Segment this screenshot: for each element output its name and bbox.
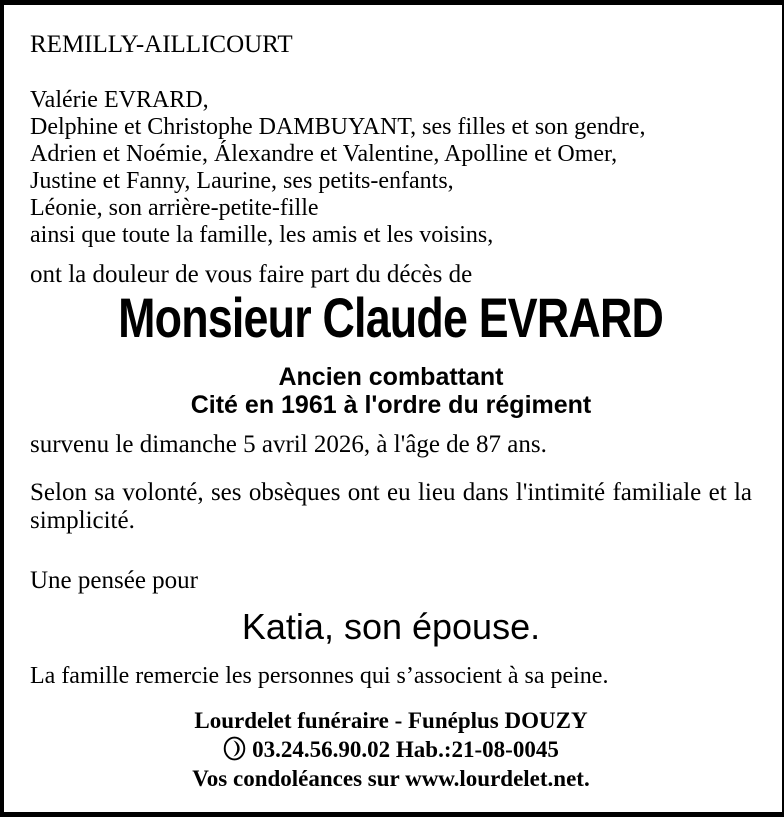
funeral-privacy-text: Selon sa volonté, ses obsèques ont eu lieu dans l'intimité familiale et la simplicité.: [30, 479, 752, 534]
phone-icon: [223, 736, 246, 761]
deceased-name: Monsieur Claude EVRARD: [118, 286, 664, 349]
tribute-intro: Une pensée pour: [30, 567, 198, 594]
announcement-text: ont la douleur de vous faire part du décès de: [30, 261, 473, 288]
phone-line: [30, 735, 752, 764]
deceased-name-block: [30, 286, 752, 349]
family-line: Valérie EVRARD,: [30, 87, 209, 113]
condolences-text: Vos condoléances sur www.lourdelet.net.: [192, 766, 590, 791]
family-line: ainsi que toute la famille, les amis et les voisins,: [30, 222, 494, 248]
family-line: Adrien et Noémie, Álexandre et Valentine, Apolline et Omer,: [30, 141, 618, 167]
thanks-text: La famille remercie les personnes qui s’associent à sa peine.: [30, 663, 609, 689]
funeral-home-block: [30, 706, 752, 793]
location-heading: REMILLY-AILLICOURT: [30, 31, 293, 58]
family-line: Delphine et Christophe DAMBUYANT, ses filles et son gendre,: [30, 114, 646, 140]
habilitation-number: Hab.:21-08-0045: [395, 737, 559, 762]
family-list: [30, 87, 752, 249]
phone-number: 03.24.56.90.02: [252, 737, 391, 762]
family-line: Léonie, son arrière-petite-fille: [30, 195, 319, 221]
distinction-line: Ancien combattant: [278, 363, 504, 391]
funeral-home-name: Lourdelet funéraire - Funéplus DOUZY: [194, 708, 588, 733]
tribute-name: Katia, son épouse.: [241, 606, 541, 647]
distinctions-block: [30, 363, 752, 419]
death-details: survenu le dimanche 5 avril 2026, à l'âge de 87 ans.: [30, 431, 547, 458]
family-line: Justine et Fanny, Laurine, ses petits-enfants,: [30, 168, 454, 194]
distinction-line: Cité en 1961 à l'ordre du régiment: [190, 391, 592, 419]
